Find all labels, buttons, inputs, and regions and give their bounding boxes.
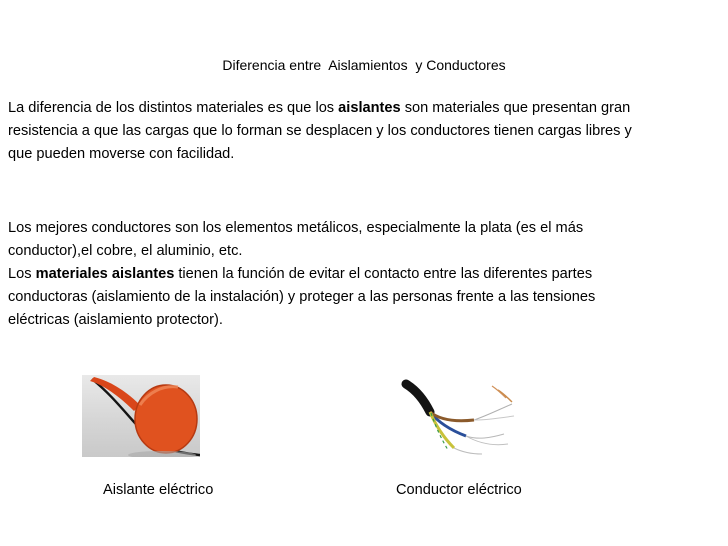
paragraph-line xyxy=(8,97,724,120)
electrical-conductor-image xyxy=(398,376,518,460)
text-run: son materiales que presentan gran xyxy=(400,100,631,116)
paragraph-line: que pueden moverse con facilidad. xyxy=(8,146,235,162)
cable-illustration xyxy=(398,376,518,460)
paragraph-line xyxy=(8,263,724,286)
paragraph-difference xyxy=(8,97,724,166)
text-run: Los xyxy=(8,266,36,282)
conductor-caption: Conductor eléctrico xyxy=(396,482,522,498)
paragraph-line: resistencia a que las cargas que lo forman se desplacen y los conductores tienen cargas libres y xyxy=(8,123,632,139)
copper-strand-shape xyxy=(492,386,506,398)
strand-shape xyxy=(454,448,482,454)
paragraph-line: conductoras (aislamiento de la instalación) y proteger a las personas frente a las tensiones xyxy=(8,289,596,305)
insulator-caption: Aislante eléctrico xyxy=(103,482,214,498)
paragraph-line: conductor),el cobre, el aluminio, etc. xyxy=(8,243,243,259)
bold-term-aislantes: aislantes xyxy=(338,100,401,116)
strand-shape xyxy=(466,434,504,438)
tape-shadow xyxy=(128,451,196,457)
text-run: La diferencia de los distintos materiales es que los xyxy=(8,100,339,116)
paragraph-line: Los mejores conductores son los elementos metálicos, especialmente la plata (es el más xyxy=(8,220,584,236)
bold-term-materiales-aislantes: materiales aislantes xyxy=(35,266,175,282)
paragraph-line: eléctricas (aislamiento protector). xyxy=(8,312,223,328)
paragraph-conductors-insulators xyxy=(8,217,724,332)
page-title: Diferencia entre Aislamientos y Conductores xyxy=(222,57,506,73)
tape-illustration xyxy=(82,375,200,457)
tape-strip-shape xyxy=(90,377,140,411)
insulating-tape-image xyxy=(82,375,200,457)
cable-jacket-shape xyxy=(406,384,430,412)
text-run: tienen la función de evitar el contacto entre las diferentes partes xyxy=(174,266,593,282)
